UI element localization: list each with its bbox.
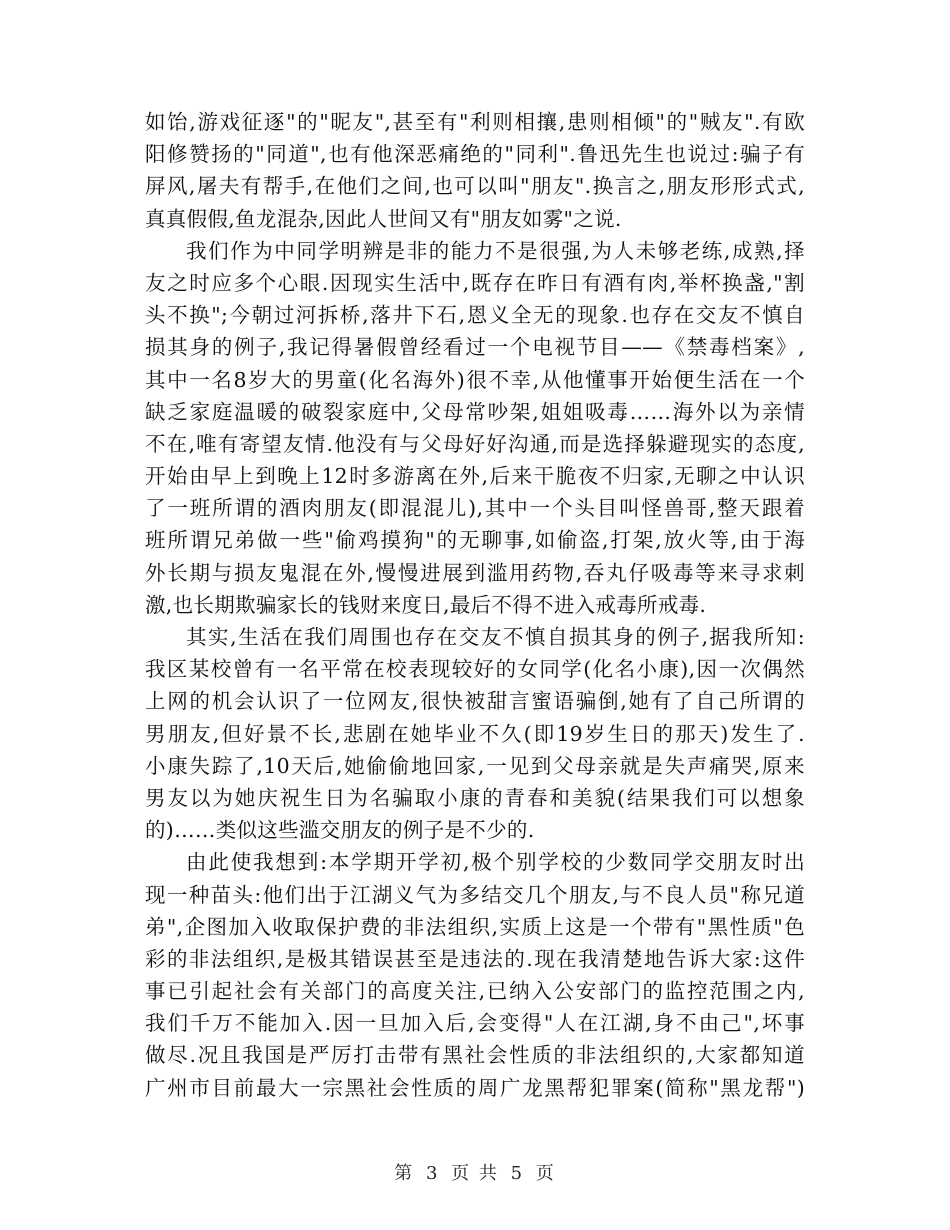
text-line: 不在,唯有寄望友情.他没有与父母好好沟通,而是选择躲避现实的态度, <box>145 431 805 456</box>
text-line: 屏风,屠夫有帮手,在他们之间,也可以叫"朋友".换言之,朋友形形式式, <box>145 174 805 199</box>
current-page-number: 3 <box>425 1163 440 1184</box>
text-line: 做尽.况且我国是严厉打击带有黑社会性质的非法组织的,大家都知道 <box>145 1043 805 1068</box>
total-pages-number: 5 <box>510 1163 525 1184</box>
text-line: 我们千万不能加入.因一旦加入后,会变得"人在江湖,身不由己",坏事 <box>145 1011 805 1036</box>
text-line: 开始由早上到晚上12时多游离在外,后来干脆夜不归家,无聊之中认识 <box>145 464 805 489</box>
text-line: 事已引起社会有关部门的高度关注,已纳入公安部门的监控范围之内, <box>145 979 805 1004</box>
text-line: 了一班所谓的酒肉朋友(即混混儿),其中一个头目叫怪兽哥,整天跟着 <box>145 496 805 521</box>
paragraph-first-line: 其实,生活在我们周围也存在交友不慎自损其身的例子,据我所知: <box>186 625 805 649</box>
footer-middle: 页 共 <box>451 1163 499 1184</box>
text-line: 真真假假,鱼龙混杂,因此人世间又有"朋友如雾"之说. <box>145 206 622 231</box>
text-line: 弟",企图加入收取保护费的非法组织,实质上这是一个带有"黑性质"色 <box>145 914 805 939</box>
text-line: 我区某校曾有一名平常在校表现较好的女同学(化名小康),因一次偶然 <box>145 657 805 682</box>
paragraph-first-line: 我们作为中同学明辨是非的能力不是很强,为人未够老练,成熟,择 <box>186 238 805 263</box>
text-line: 友之时应多个心眼.因现实生活中,既存在昨日有酒有肉,举杯换盏,"割 <box>145 270 805 295</box>
text-line: 现一种苗头:他们出于江湖义气为多结交几个朋友,与不良人员"称兄道 <box>145 882 805 907</box>
text-line: 广州市目前最大一宗黑社会性质的周广龙黑帮犯罪案(简称"黑龙帮") <box>145 1075 805 1100</box>
text-line: 男友以为她庆祝生日为名骗取小康的青春和美貌(结果我们可以想象 <box>145 785 805 810</box>
paragraph-first-line: 由此使我想到:本学期开学初,极个别学校的少数同学交朋友时出 <box>186 850 805 875</box>
text-line: 激,也长期欺骗家长的钱财来度日,最后不得不进入戒毒所戒毒. <box>145 592 707 617</box>
text-line: 男朋友,但好景不长,悲剧在她毕业不久(即19岁生日的那天)发生了. <box>145 721 805 746</box>
page-footer <box>0 1159 950 1185</box>
text-line: 上网的机会认识了一位网友,很快被甜言蜜语骗倒,她有了自己所谓的 <box>145 689 805 714</box>
text-line: 如饴,游戏征逐"的"昵友",甚至有"利则相攘,患则相倾"的"贼友".有欧 <box>145 110 805 134</box>
text-line: 彩的非法组织,是极其错误甚至是违法的.现在我清楚地告诉大家:这件 <box>145 946 805 971</box>
text-line: 外长期与损友鬼混在外,慢慢进展到滥用药物,吞丸仔吸毒等来寻求刺 <box>145 560 805 585</box>
text-line: 缺乏家庭温暖的破裂家庭中,父母常吵架,姐姐吸毒……海外以为亲情 <box>145 399 805 424</box>
text-line: 班所谓兄弟做一些"偷鸡摸狗"的无聊事,如偷盗,打架,放火等,由于海 <box>145 528 805 553</box>
text-line: 头不换";今朝过河拆桥,落井下石,恩义全无的现象.也存在交友不慎自 <box>145 303 805 328</box>
text-line: 其中一名8岁大的男童(化名海外)很不幸,从他懂事开始便生活在一个 <box>145 367 805 392</box>
footer-prefix: 第 <box>394 1163 415 1184</box>
footer-suffix: 页 <box>535 1163 556 1184</box>
text-line: 损其身的例子,我记得暑假曾经看过一个电视节目——《禁毒档案》, <box>145 335 805 360</box>
text-line: 的)……类似这些滥交朋友的例子是不少的. <box>145 818 535 843</box>
body-text <box>145 106 805 1104</box>
text-line: 阳修赞扬的"同道",也有他深恶痛绝的"同利".鲁迅先生也说过:骗子有 <box>145 142 805 167</box>
text-line: 小康失踪了,10天后,她偷偷地回家,一见到父母亲就是失声痛哭,原来 <box>145 753 805 778</box>
